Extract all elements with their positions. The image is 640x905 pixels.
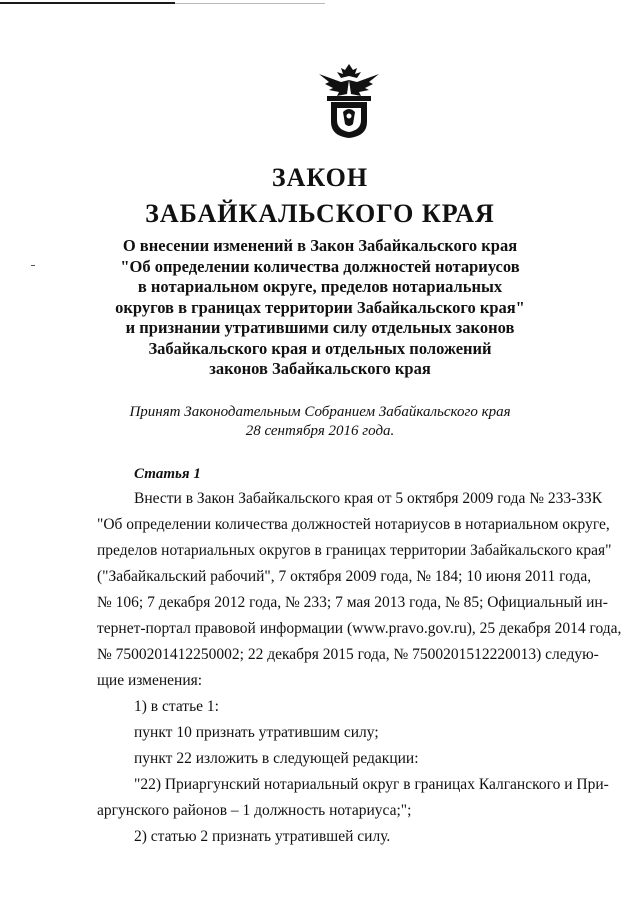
body-line: Внести в Закон Забайкальского края от 5 октября 2009 года № 233-ЗЗК: [134, 490, 603, 507]
coat-of-arms-icon: [315, 60, 383, 140]
body-line: № 7500201412250002; 22 декабря 2015 года, № 7500201512220013) следую-: [97, 646, 599, 663]
list-item: аргунского районов – 1 должность нотариуса;";: [97, 802, 412, 819]
subtitle-line: "Об определении количества должностей нотариусов: [120, 256, 520, 276]
body-line: ("Забайкальский рабочий", 7 октября 2009 года, № 184; 10 июня 2011 года,: [97, 568, 592, 585]
subtitle-line: в нотариальном округе, пределов нотариальных: [137, 277, 503, 296]
adoption-note: [0, 403, 640, 441]
list-item: 1) в статье 1:: [134, 698, 219, 715]
body-line: пределов нотариальных округов в границах территории Забайкальского края": [97, 542, 612, 559]
list-item: "22) Приаргунский нотариальный округ в границах Калганского и При-: [134, 776, 609, 793]
list-item: 2) статью 2 признать утратившей силу.: [134, 828, 391, 845]
subtitle-line: О внесении изменений в Закон Забайкальского края: [122, 236, 518, 255]
body-line: "Об определении количества должностей нотариусов в нотариальном округе,: [97, 516, 610, 533]
body-line: № 106; 7 декабря 2012 года, № 233; 7 мая 2013 года, № 85; Официальный ин-: [97, 594, 608, 611]
law-subtitle: [0, 236, 640, 380]
subtitle-line: и признании утратившими силу отдельных законов: [125, 318, 515, 337]
subtitle-line: Забайкальского края и отдельных положений: [148, 338, 492, 358]
list-item: пункт 10 признать утратившим силу;: [134, 724, 379, 741]
adoption-date: 28 сентября 2016 года.: [245, 423, 395, 439]
scan-edge-line-faint: [175, 3, 325, 4]
subtitle-line: законов Забайкальского края: [209, 359, 431, 378]
list-item: пункт 22 изложить в следующей редакции:: [134, 750, 419, 767]
subtitle-line: округов в границах территории Забайкальского края": [115, 297, 525, 317]
adoption-line: Принят Законодательным Собранием Забайкальского края: [129, 404, 511, 420]
scan-edge-line: [0, 2, 175, 4]
law-title: ЗАКОН: [271, 163, 369, 192]
body-line: тернет-портал правовой информации (www.pravo.gov.ru), 25 декабря 2014 года,: [97, 620, 622, 637]
body-line: щие изменения:: [97, 672, 203, 689]
article-heading: Статья 1: [134, 466, 201, 482]
law-region-title: ЗАБАЙКАЛЬСКОГО КРАЯ: [145, 199, 495, 228]
